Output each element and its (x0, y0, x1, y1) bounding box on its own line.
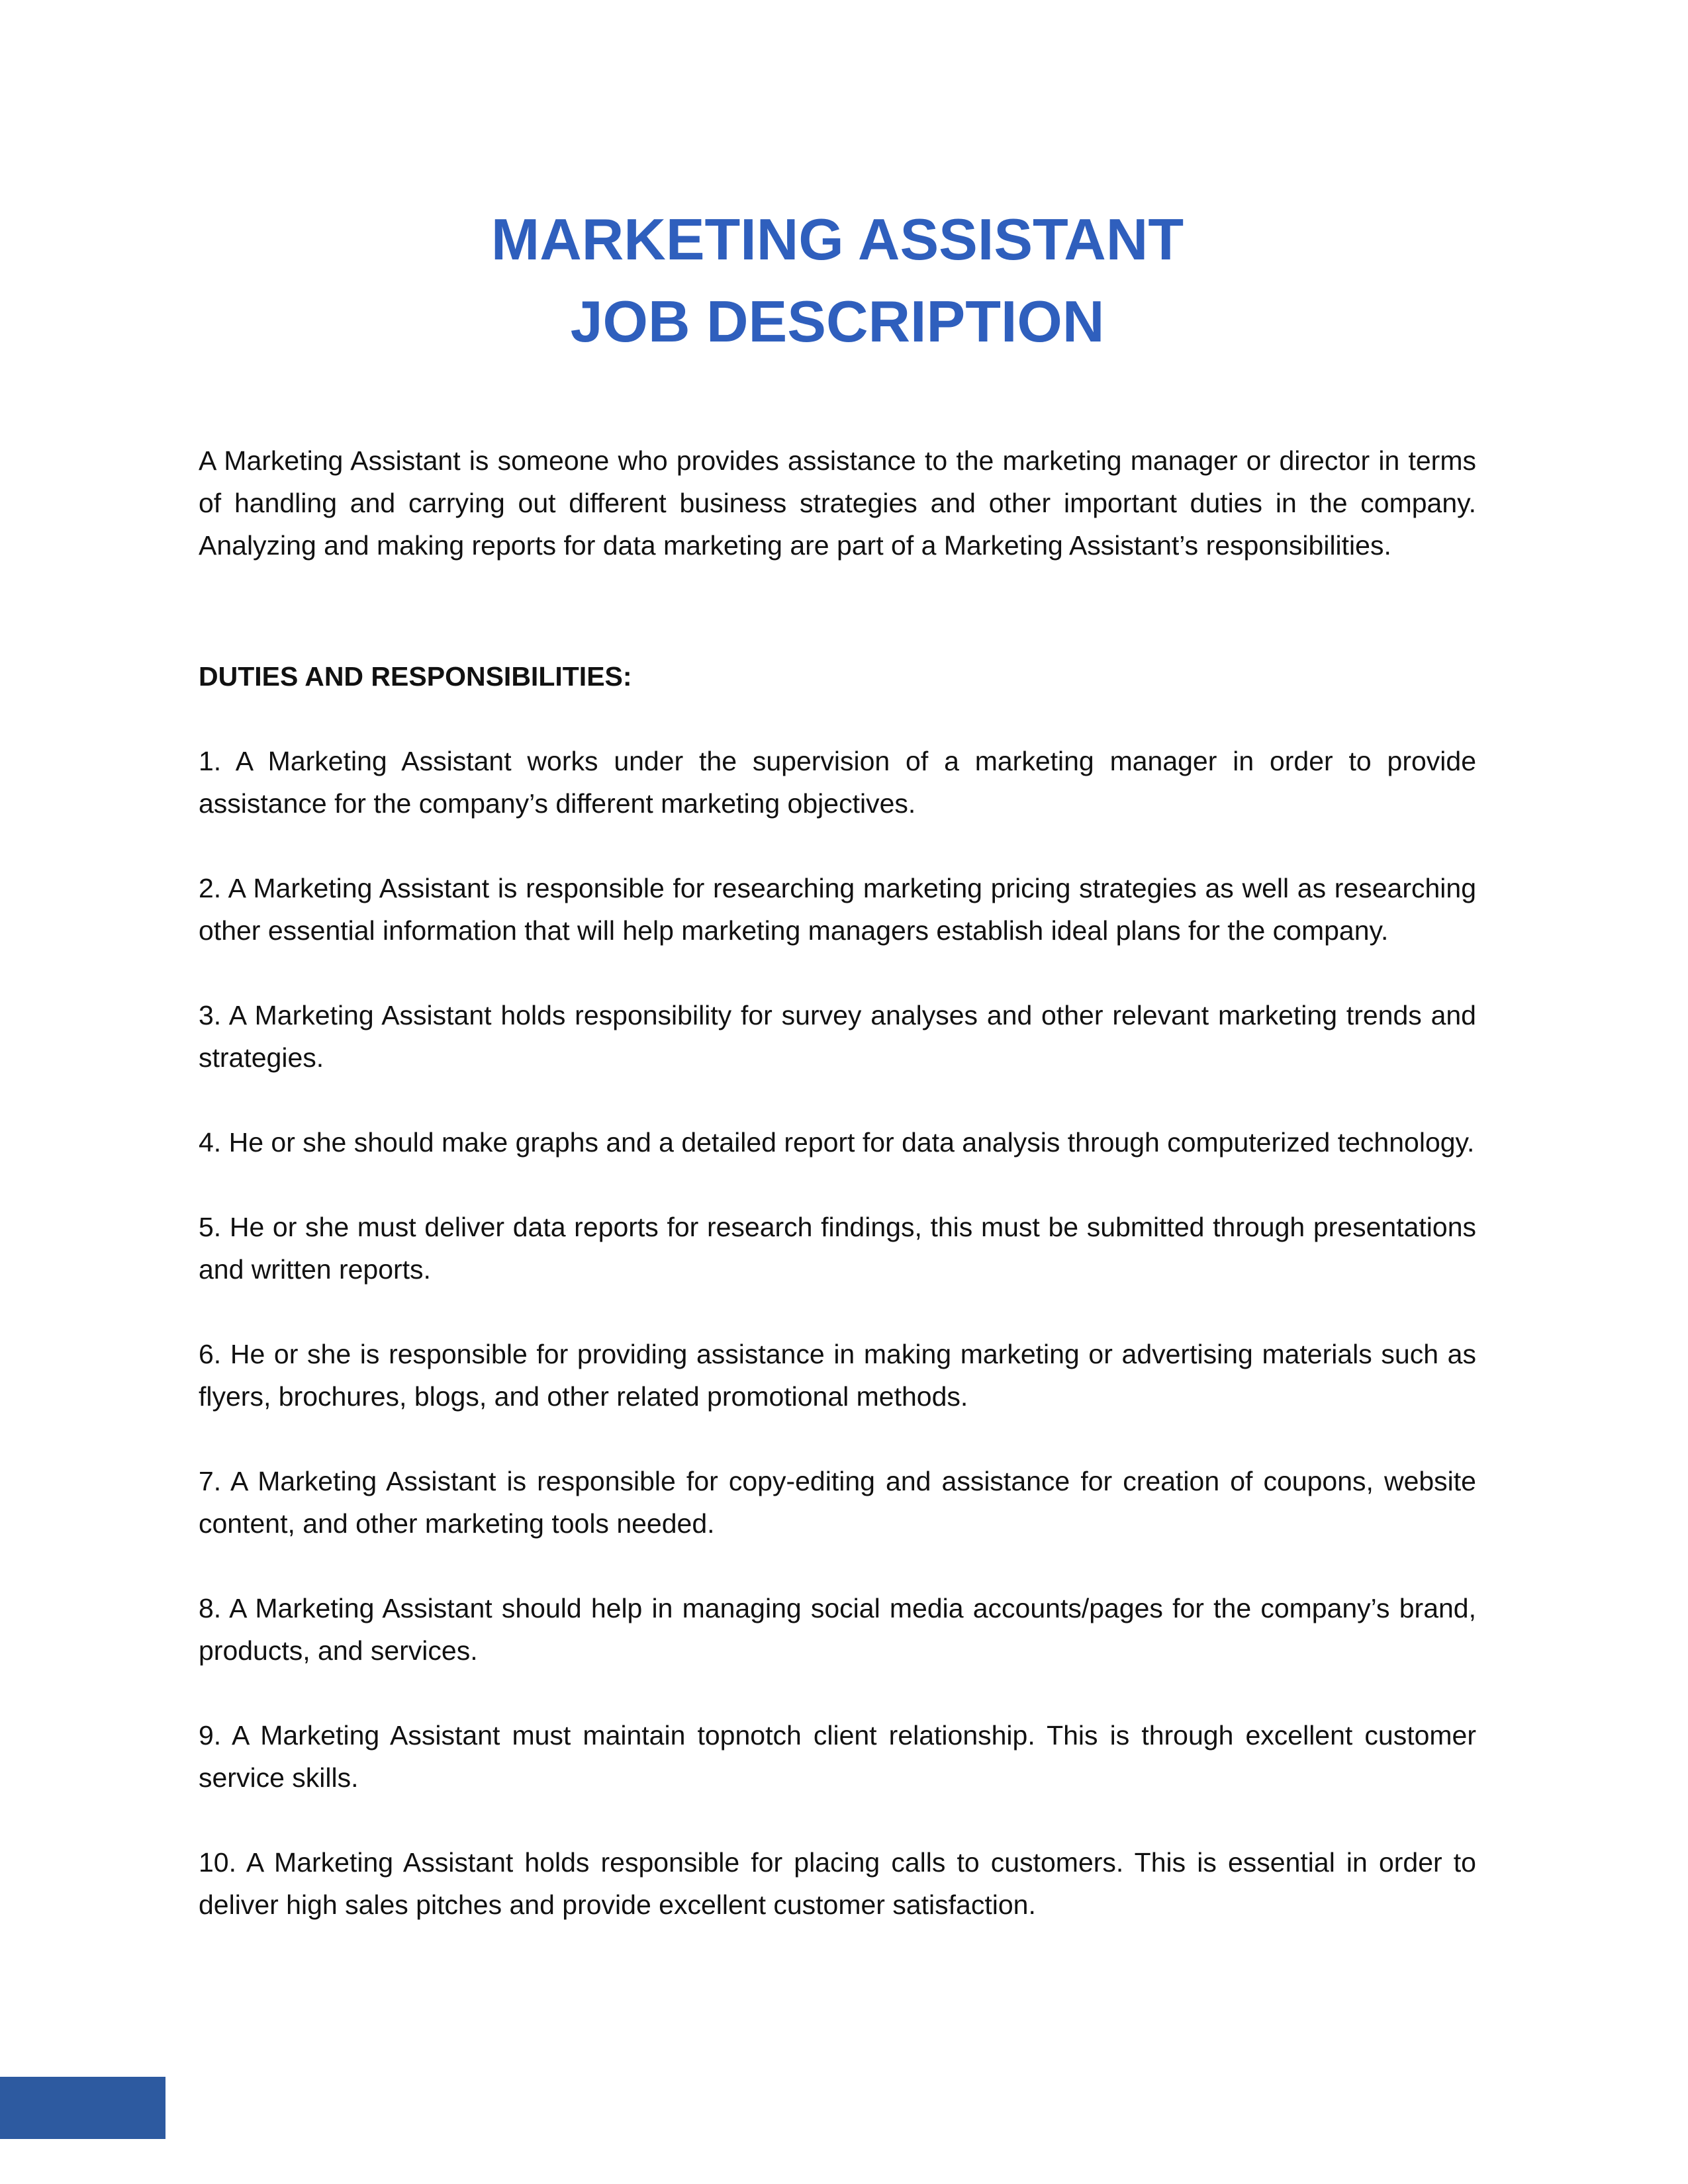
title-line-1: MARKETING ASSISTANT (491, 206, 1184, 272)
duty-item-4: 4. He or she should make graphs and a detailed report for data analysis through computerized technology. (199, 1127, 1475, 1158)
title-line-2: JOB DESCRIPTION (570, 289, 1105, 354)
duties-heading: DUTIES AND RESPONSIBILITIES: (199, 661, 632, 692)
duty-item-5: 5. He or she must deliver data reports for research findings, this must be submitted through presentations and written reports. (199, 1212, 1476, 1285)
duty-item-7: 7. A Marketing Assistant is responsible for copy-editing and assistance for creation of coupons, website content, and other marketing tools needed. (199, 1466, 1476, 1539)
duty-item-1: 1. A Marketing Assistant works under the supervision of a marketing manager in order to provide assistance for the company’s different marketing objectives. (199, 746, 1476, 819)
duty-item-2: 2. A Marketing Assistant is responsible for researching marketing pricing strategies as well as researching other essential information that will help marketing managers establish ideal plans for the company. (199, 873, 1476, 946)
intro-paragraph: A Marketing Assistant is someone who provides assistance to the marketing manager or director in terms of handling and carrying out different business strategies and other important duties in the company. Analyzing and making reports for data marketing are part of a Marketing Assistant’s responsibilities. (199, 445, 1476, 561)
duty-item-10: 10. A Marketing Assistant holds responsible for placing calls to customers. This is essential in order to deliver high sales pitches and provide excellent customer satisfaction. (199, 1847, 1476, 1920)
duty-item-3: 3. A Marketing Assistant holds responsibility for survey analyses and other relevant marketing trends and strategies. (199, 1000, 1476, 1073)
duty-item-8: 8. A Marketing Assistant should help in managing social media accounts/pages for the company’s brand, products, and services. (199, 1593, 1476, 1666)
duty-item-9: 9. A Marketing Assistant must maintain topnotch client relationship. This is through excellent customer service skills. (199, 1720, 1476, 1793)
document-title (199, 199, 1476, 363)
duty-item-6: 6. He or she is responsible for providing assistance in making marketing or advertising materials such as flyers, brochures, blogs, and other related promotional methods. (199, 1339, 1476, 1412)
footer-accent-bar (0, 2077, 165, 2139)
duties-list (199, 740, 1476, 1968)
